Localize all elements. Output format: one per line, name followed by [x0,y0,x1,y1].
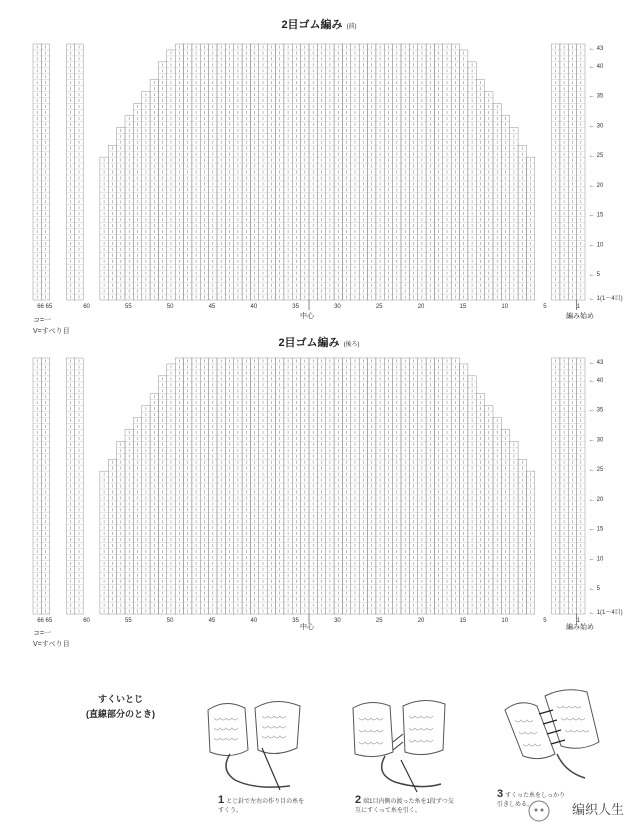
row-number-label: ← 43 [589,360,604,366]
stitch-number-label: 10 [501,618,509,624]
legend-item-purl: コ=一 [33,317,52,324]
stitch-number-label: 40 [250,618,258,624]
row-number-label: ← 30 [589,123,604,130]
row-number-label: ← 40 [589,377,604,384]
stitch-number-label: 10 [501,304,509,310]
stitch-number-label: 60 [83,618,90,624]
stitch-number-label: 55 [125,618,132,624]
start-label: 編み始め [566,313,594,320]
stitch-number-label: 15 [459,304,467,310]
stitch-number-label: 5 [543,304,547,310]
stitch-number-label: 45 [208,304,216,310]
row-number-label: ← 40 [589,63,604,70]
stitch-number-label: 50 [166,304,174,310]
knitting-chart-grid [0,350,638,650]
seaming-step1-illustration [200,690,310,795]
stitch-number-label: 1 [576,618,580,624]
row-number-label: ← 43 [589,46,604,52]
row-number-label: ← 35 [589,93,604,100]
row-number-label: ← 10 [589,242,604,249]
seaming-title [86,692,155,722]
row-number-label: ← 15 [589,526,604,533]
stitch-number-label: 30 [334,304,341,310]
stitch-number-label: 1 [576,304,580,310]
seaming-title-line2: (直線部分のとき) [86,709,155,719]
stitch-number-label: 45 [208,618,216,624]
chart-title-text: 2目ゴム編み [281,19,343,31]
step-text: とじ針で左右の作り目の糸をすくう。 [218,799,305,814]
step-number: 1 [218,794,225,806]
chart-back [0,330,638,660]
start-label: 編み始め [566,624,594,631]
step-text: 端1目内側の渡った糸を1段ずつ交互にすくって糸を引く。 [355,799,454,814]
chart-cells [33,44,585,300]
legend-item-purl: コ=一 [33,630,52,637]
row-number-label: ← 1(1〜4目) [589,296,623,302]
seaming-step1-caption [218,796,308,816]
legend-item-slip: V=すべり目 [33,328,70,335]
chart-subtitle: (後ろ) [343,342,360,348]
stitch-number-label: 55 [125,304,132,310]
chart-title-text: 2目ゴム編み [278,337,340,349]
seaming-step2-caption [355,796,455,816]
chart-front [0,0,638,335]
chart-title [0,334,638,350]
row-number-label: ← 35 [589,407,604,414]
seaming-step2-illustration [345,690,455,795]
watermark: 编织人生 [571,803,624,818]
step-text: すくった糸をしっかり引きしめる。 [497,793,566,808]
step-number: 3 [497,788,504,800]
knitting-chart-grid [0,36,638,336]
center-label: 中心 [300,313,314,320]
stitch-number-label: 66 65 [37,618,53,624]
wechat-icon [528,800,550,822]
stitch-number-label: 30 [334,618,341,624]
row-number-label: ← 5 [589,272,601,279]
stitch-number-label: 15 [459,618,467,624]
stitch-number-label: 60 [83,304,90,310]
row-number-label: ← 25 [589,467,604,474]
row-number-label: ← 25 [589,153,604,160]
seaming-title-line1: すくいとじ [97,694,143,704]
chart-title [0,16,638,32]
stitch-number-label: 66 65 [37,304,53,310]
step-number: 2 [355,794,362,806]
stitch-number-label: 25 [375,304,383,310]
row-number-label: ← 20 [589,496,604,503]
row-number-label: ← 15 [589,212,604,219]
legend-item-slip: V=すべり目 [33,641,70,648]
chart-legend [33,628,70,650]
stitch-number-label: 35 [292,304,299,310]
stitch-number-label: 50 [166,618,174,624]
stitch-number-label: 5 [543,618,547,624]
stitch-number-label: 20 [417,618,425,624]
stitch-number-label: 25 [375,618,383,624]
chart-subtitle: (前) [346,24,357,30]
chart-cells [33,358,585,614]
stitch-number-label: 40 [250,304,258,310]
stitch-number-label: 35 [292,618,299,624]
row-number-label: ← 10 [589,556,604,563]
stitch-number-label: 20 [417,304,425,310]
row-number-label: ← 20 [589,182,604,189]
seaming-step3-illustration [495,684,605,789]
row-number-label: ← 30 [589,437,604,444]
row-number-label: ← 1(1〜4目) [589,610,623,616]
center-label: 中心 [300,624,314,631]
row-number-label: ← 5 [589,586,601,593]
